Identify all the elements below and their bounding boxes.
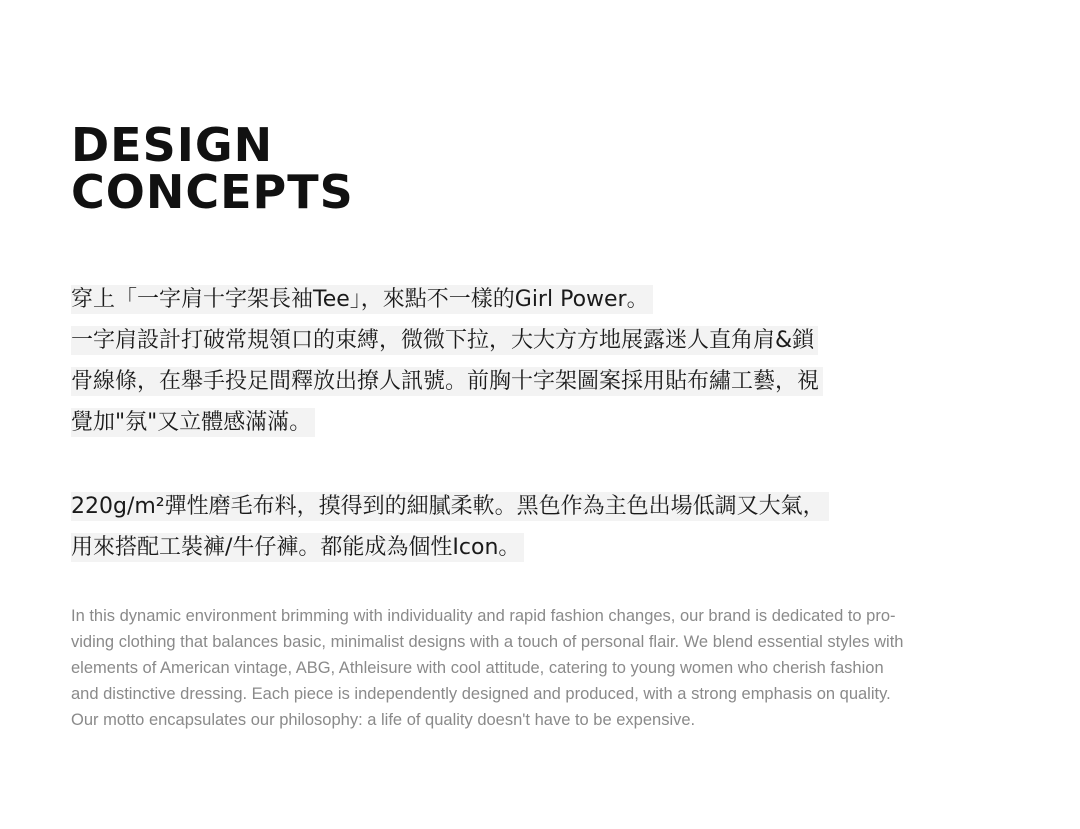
chinese-paragraph-2 (71, 486, 829, 568)
text-line: elements of American vintage, ABG, Athleisure with cool attitude, catering to young women who cherish fashion (71, 659, 884, 677)
text-line: In this dynamic environment brimming with individuality and rapid fashion changes, our brand is dedicated to pro- (71, 607, 896, 625)
title-line-1: DESIGN (71, 118, 274, 172)
text-line-content: 骨線條，在舉手投足間釋放出撩人訊號。前胸十字架圖案採用貼布繡工藝，視 (71, 367, 823, 396)
text-line (71, 486, 829, 527)
english-paragraph (71, 603, 1011, 733)
text-line-content: 覺加"氛"又立體感滿滿。 (71, 408, 315, 437)
text-line-content: 一字肩設計打破常規領口的束縛，微微下拉，大大方方地展露迷人直角肩&鎖 (71, 326, 818, 355)
text-line: viding clothing that balances basic, minimalist designs with a touch of personal flair. We blend essential styles with (71, 633, 904, 651)
text-line (71, 402, 823, 443)
chinese-paragraph-1 (71, 279, 823, 443)
text-line: and distinctive dressing. Each piece is independently designed and produced, with a strong emphasis on quality. (71, 685, 891, 703)
text-line-content: 220g/m²彈性磨毛布料，摸得到的細膩柔軟。黑色作為主色出場低調又大氣， (71, 492, 829, 521)
text-line (71, 361, 823, 402)
title-line-2: CONCEPTS (71, 165, 354, 219)
text-line (71, 279, 823, 320)
text-line (71, 527, 829, 568)
text-line: Our motto encapsulates our philosophy: a life of quality doesn't have to be expensive. (71, 711, 696, 729)
text-line-content: 穿上「一字肩十字架長袖Tee」，來點不一樣的Girl Power。 (71, 285, 653, 314)
page-title (71, 118, 354, 219)
text-line-content: 用來搭配工裝褲/牛仔褲。都能成為個性Icon。 (71, 533, 524, 562)
text-line (71, 320, 823, 361)
